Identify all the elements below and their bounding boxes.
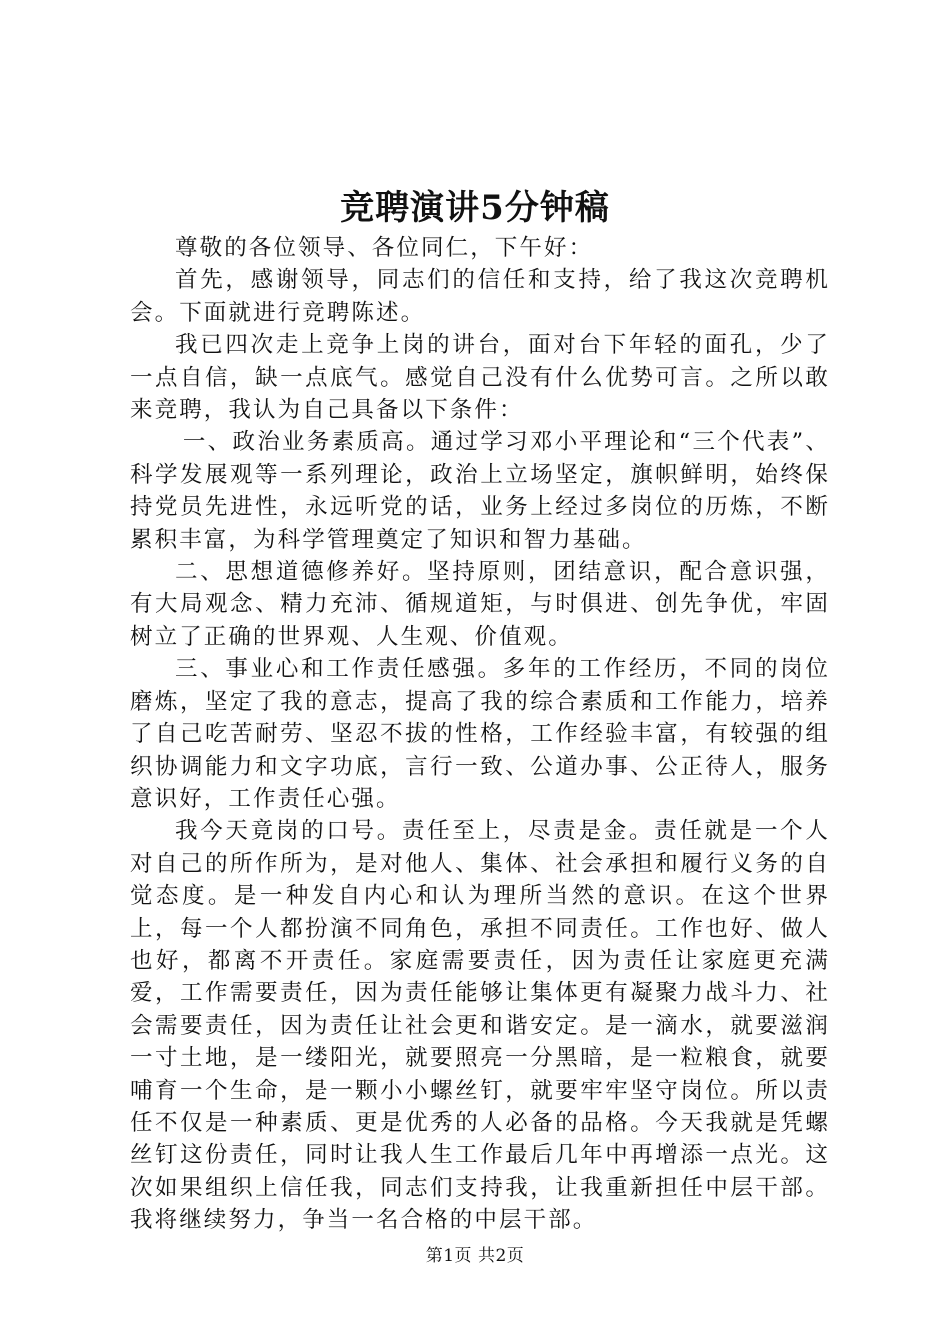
document-title: 竞聘演讲5分钟稿 — [340, 188, 610, 228]
page-footer: 第1页 共2页 — [425, 1246, 525, 1266]
paragraph-point-2: 二、思想道德修养好。坚持原则，团结意识，配合意识强，有大局观念、精力充沛、循规道矩，与时俱进、创先争优，牢固树立了正确的世界观、人生观、价值观。 — [130, 559, 830, 650]
paragraph-intro: 首先，感谢领导，同志们的信任和支持，给了我这次竞聘机会。下面就进行竞聘陈述。 — [130, 267, 830, 326]
paragraph-greeting: 尊敬的各位领导、各位同仁，下午好： — [175, 235, 594, 261]
paragraph-slogan: 我今天竟岗的口号。责任至上，尽责是金。责任就是一个人对自己的所作所为，是对他人、集体、社会承担和履行义务的自觉态度。是一种发自内心和认为理所当然的意识。在这个世界上，每一个人都扮演不同角色，承担不同责任。工作也好、做人也好，都离不开责任。家庭需要责任，因为责任让家庭更充满爱，工作需要责任，因为责任能够让集体更有凝聚力战斗力、社会需要责任，因为责任让社会更和谐安定。是一滴水，就要滋润一寸土地，是一缕阳光，就要照亮一分黑暗，是一粒粮食，就要哺育一个生命，是一颗小小螺丝钉，就要牢牢坚守岗位。所以责任不仅是一种素质、更是优秀的人必备的品格。今天我就是凭螺丝钉这份责任，同时让我人生工作最后几年中再增添一点光。这次如果组织上信任我，同志们支持我，让我重新担任中层干部。我将继续努力，争当一名合格的中层干部。 — [130, 818, 830, 1234]
paragraph-point-1: 一、政治业务素质高。通过学习邓小平理论和“三个代表”、科学发展观等一系列理论，政治上立场坚定，旗帜鲜明，始终保持党员先进性，永远听党的话，业务上经过多岗位的历炼，不断累积丰富，为科学管理奠定了知识和智力基础。 — [130, 429, 830, 553]
paragraph-point-3: 三、事业心和工作责任感强。多年的工作经历，不同的岗位磨炼，坚定了我的意志，提高了我的综合素质和工作能力，培养了自己吃苦耐劳、坚忍不拔的性格，工作经验丰富，有较强的组织协调能力和文字功底，言行一致、公道办事、公正待人，服务意识好，工作责任心强。 — [130, 656, 830, 812]
paragraph-background: 我已四次走上竞争上岗的讲台，面对台下年轻的面孔，少了一点自信，缺一点底气。感觉自己没有什么优势可言。之所以敢来竞聘，我认为自己具备以下条件： — [130, 332, 830, 424]
document-body — [130, 232, 830, 1237]
